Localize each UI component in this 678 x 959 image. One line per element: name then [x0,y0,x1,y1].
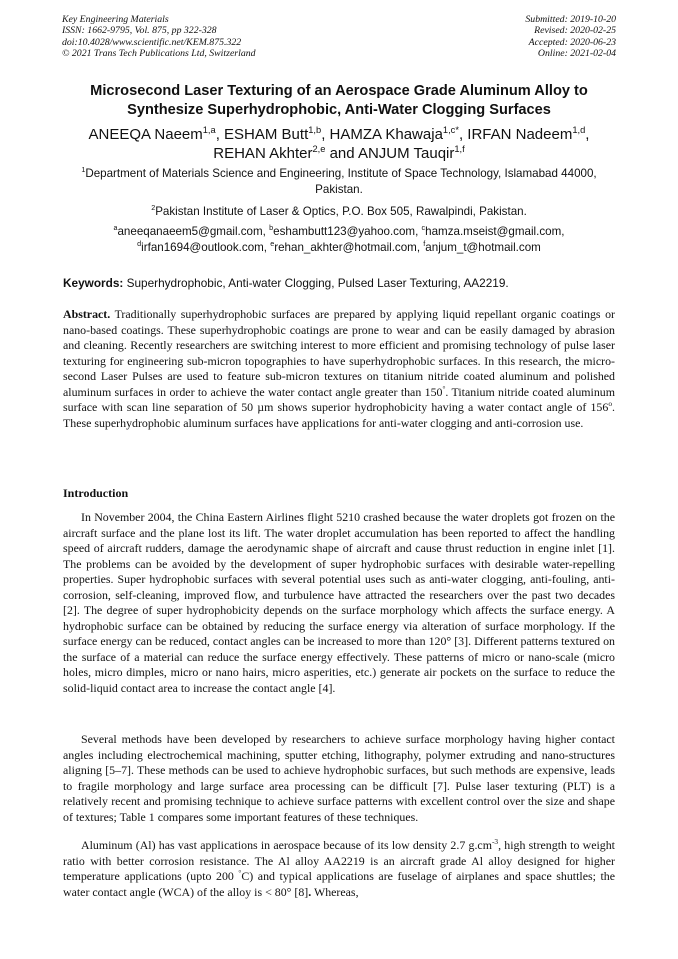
email-link[interactable]: anjum_t@hotmail.com [425,241,541,254]
email-sep: , [262,225,270,238]
keywords-label: Keywords: [63,276,124,290]
email-sup: f [423,239,426,249]
email-link[interactable]: aneeqanaeem5@gmail.com [117,225,263,238]
keywords-text: Superhydrophobic, Anti-water Clogging, Pulsed Laser Texturing, AA2219. [126,276,509,290]
author-line-1 [40,125,638,144]
intro-paragraph-3 [63,838,615,900]
title-line-2: Synthesize Superhydrophobic, Anti-Water Clogging Surfaces [127,102,551,118]
email-sup: e [270,239,275,249]
email-sep: , [263,241,271,254]
email-line-2 [60,240,618,256]
author-name: REHAN Akhter [213,145,313,162]
abstract-text: Traditionally superhydrophobic surfaces are prepared by applying liquid repellant organic coatings or nano-based coatings. These superhydrophobic coatings are prone to wear and can be easily damaged by abrasion and cleaning. Recently researchers are switching interest to more efficient and promising technology of pulse laser texturing for engineering sub-micron topographies to have superhydrophobic surfaces. In this research, the micro-second Laser Pulses are used to feature sub-micron textures on titanium nitride coated aluminum and polished aluminum surfaces in order to achieve the water contact angle greater than 150 [63,307,615,399]
email-sup: d [137,239,142,249]
email-link[interactable]: irfan1694@outlook.com [141,241,264,254]
author-sep: and [325,145,358,162]
revised-date: Revised: 2020-02-25 [534,25,616,37]
section-heading-introduction: Introduction [63,486,129,500]
author-sep: , [458,126,468,143]
doi: doi:10.4028/www.scientific.net/KEM.875.322 [62,36,242,48]
accepted-date: Accepted: 2020-06-23 [528,36,616,48]
header-dates [525,14,616,59]
paragraph-text: , high strength to weight ratio with better corrosion resistance. The Al alloy AA2219 is an aircraft grade Al alloy designed for higher temperature applications (upto 200 [63,838,615,883]
bold-period: . [308,884,312,899]
author-sup: 1,d [572,125,586,135]
affiliation-text: Department of Materials Science and Engineering, Institute of Space Technology, Islamabad 44000, Pakistan. [85,167,597,196]
author-name: ANJUM Tauqir [357,145,455,162]
submitted-date: Submitted: 2019-10-20 [525,14,616,25]
copyright: © 2021 Trans Tech Publications Ltd, Switzerland [62,47,256,59]
superscript: ° [238,868,242,878]
issn: ISSN: 1662-9795, Vol. 875, pp 322-328 [62,25,217,37]
abstract [63,307,615,431]
paper-title [40,82,638,120]
header-journal-info [62,14,256,59]
online-date: Online: 2021-02-04 [537,47,616,59]
author-sup: 1,f [454,144,465,154]
author-sep: , [585,126,590,143]
abstract-label: Abstract. [63,307,111,321]
superscript: -3 [491,837,499,847]
email-line-1 [60,224,618,240]
author-sup: 1,b [308,125,322,135]
author-name: ANEEQA Naeem [88,126,203,143]
email-sep: , [415,225,422,238]
affiliation-sup: 1 [81,165,86,175]
email-sup: c [421,223,426,233]
author-name: HAMZA Khawaja [329,126,443,143]
paragraph-text: Aluminum (Al) has vast applications in aerospace because of its low density 2.7 g.cm [81,838,492,852]
email-sup: b [269,223,274,233]
email-sep: , [561,225,565,238]
email-sup: a [113,223,118,233]
affiliation-1 [70,166,608,198]
paragraph-text: C) and typical applications are fuselage of airplanes and space shuttles; the water contact angle (WCA) of the alloy is < 80° [8] [63,869,615,899]
email-link[interactable]: hamza.mseist@gmail.com [425,225,562,238]
author-sup: 1,a [202,125,216,135]
author-sep: , [215,126,225,143]
author-line-2 [40,144,638,163]
abstract-degree: o [608,399,613,409]
intro-paragraph-1: In November 2004, the China Eastern Airlines flight 5210 crashed because the water droplets got frozen on the aircraft surface and the plane lost its lift. The water droplet accumulation has been reported to affect the handling speed of aircraft rudders, damage the aerodynamic shape of aircraft and cause thrust reduction in engine inlet [1]. The problems can be avoided by the development of super hydrophobic surfaces with desirable water-repelling properties. Super hydrophobic surfaces with several potential uses such as anti-water clogging, anti-fouling, anti-corrosion, self-cleaning, improved flow, and turbulence have attracted the researchers over the past two decades [2]. The degree of super hydrophobicity depends on the surface morphology which affects the surface energy. A hydrophobic surface can be obtained by reducing the surface energy via alteration of surface morphology. If the surface energy can be reduced, contact angles can be increased to more than 120° [3]. Different patterns textured on the surface of a material can reduce the surface energy effectively. These patterns of micro or nano-scale (micro holes, micro dimples, micro or nano hairs, micro asperities, etc.) generate air pockets on the surface to reduce the solid-liquid contact area to increase the contact angle [4]. [63,510,615,695]
author-list [40,125,638,163]
affiliation-text: Pakistan Institute of Laser & Optics, P.O. Box 505, Rawalpindi, Pakistan. [155,205,527,218]
title-line-1: Microsecond Laser Texturing of an Aerospace Grade Aluminum Alloy to [90,83,588,99]
abstract-text: . Titanium nitride coated aluminum surface with scan line separation of 50 µm shows superior hydrophobicity having a water contact angle of 156 [63,384,615,414]
author-sup: 1,c* [442,125,459,135]
author-sup: 2,e [312,144,326,154]
intro-paragraph-2: Several methods have been developed by researchers to achieve surface morphology having higher contact angles including electrochemical machining, sputter etching, lithography, polymer extruding and nano-structures aligning [5–7]. These methods can be used to achieve hydrophobic surfaces, but such methods are expensive, leads to fragile morphology and large surface area processing can be difficult [7]. Pulse laser texturing (PLT) is a relatively recent and promising technique to achieve surface patterns with excellent control over the size and shape of textures; Table 1 compares some important features of these techniques. [63,732,615,824]
email-link[interactable]: eshambutt123@yahoo.com [273,225,416,238]
email-sep: , [416,241,424,254]
author-name: ESHAM Butt [224,126,309,143]
paragraph-text: Whereas, [311,884,359,899]
keywords [63,275,615,291]
journal-name: Key Engineering Materials [62,14,169,25]
affiliation-sup: 2 [151,203,156,213]
author-name: IRFAN Nadeem [467,126,573,143]
email-link[interactable]: rehan_akhter@hotmail.com [274,241,417,254]
author-sep: , [321,126,330,143]
affiliation-2 [70,204,608,220]
abstract-text: . These superhydrophobic aluminum surfaces have applications for anti-water clogging and anti-corrosion use. [63,400,615,430]
abstract-degree: ° [442,383,446,393]
email-list [60,224,618,256]
